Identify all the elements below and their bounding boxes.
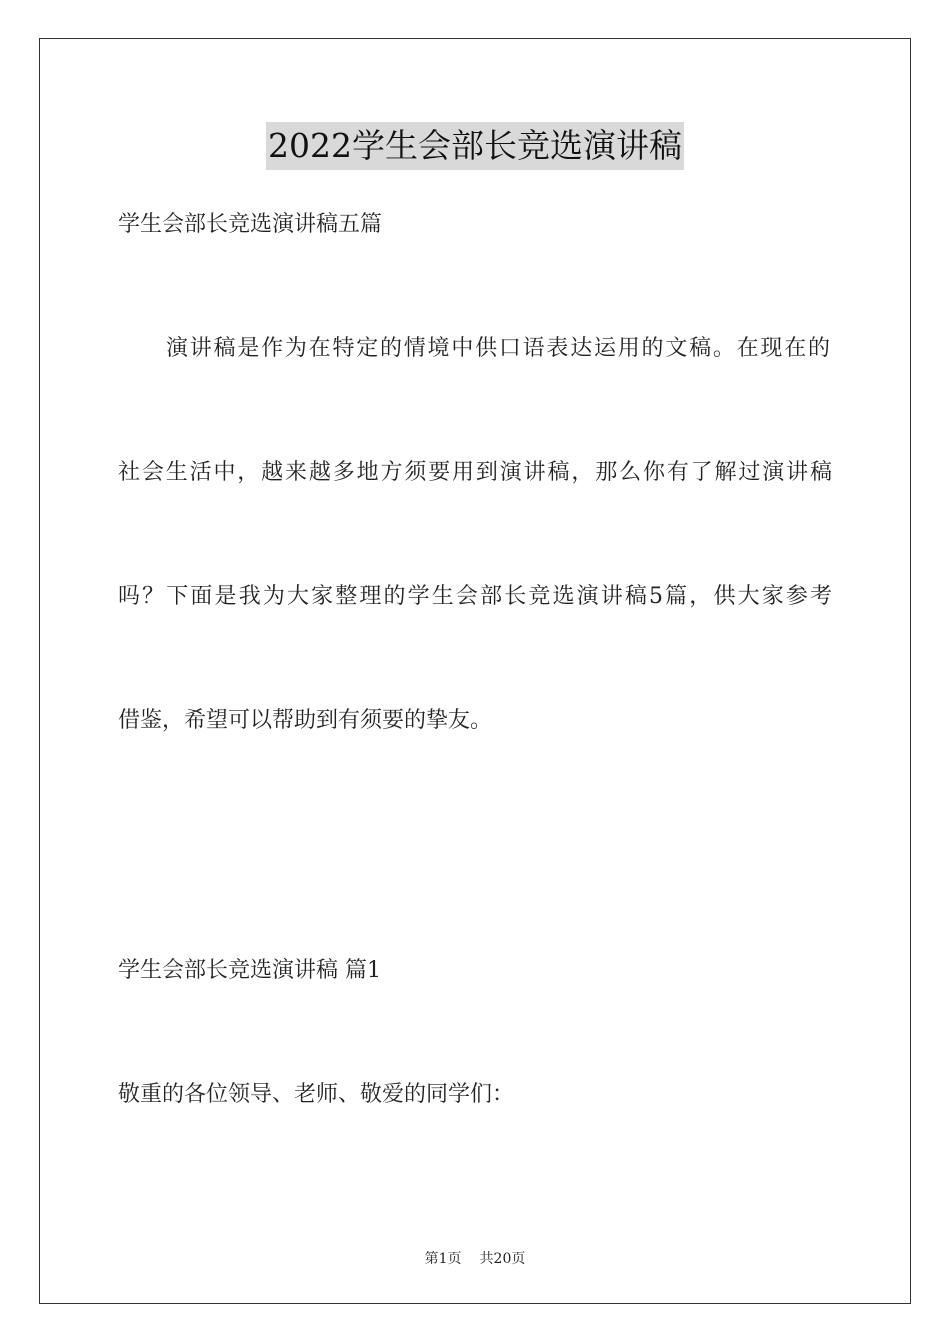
intro-line-1: 演讲稿是作为在特定的情境中供口语表达运用的文稿。在现在的: [166, 336, 830, 361]
page-total: 共20页: [479, 1251, 526, 1267]
intro-line-3: 吗？下面是我为大家整理的学生会部长竞选演讲稿5篇，供大家参考: [118, 584, 832, 609]
intro-line-2: 社会生活中，越来越多地方须要用到演讲稿，那么你有了解过演讲稿: [118, 460, 832, 485]
intro-line-4: 借鉴，希望可以帮助到有须要的挚友。: [118, 708, 493, 733]
page-number: 第1页: [424, 1251, 462, 1267]
salutation: 敬重的各位领导、老师、敬爱的同学们：: [118, 1082, 515, 1107]
document-title: 2022学生会部长竞选演讲稿: [266, 122, 684, 170]
page-footer: [0, 1248, 950, 1268]
title-container: [0, 122, 950, 170]
section-heading: 学生会部长竞选演讲稿 篇1: [118, 958, 381, 983]
document-subtitle: 学生会部长竞选演讲稿五篇: [118, 212, 383, 237]
